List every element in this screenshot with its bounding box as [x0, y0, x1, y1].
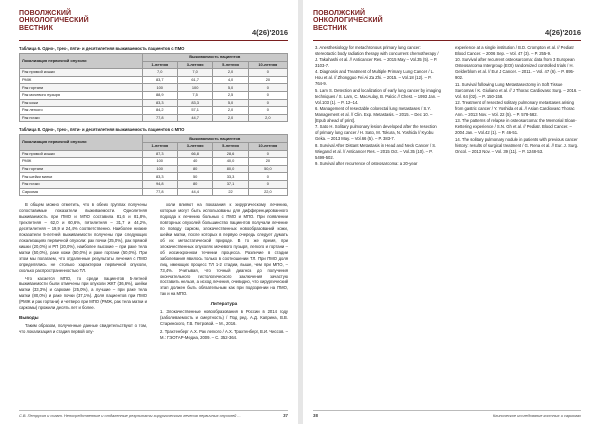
table-cell: Рак почки	[20, 114, 143, 122]
table-cell: 0	[248, 91, 287, 99]
table-cell: 2,5	[213, 91, 248, 99]
reference-item: 12. Treatment of resected solitary pulmonary metastases arising from gastric cancer / Y. Yoshida et al. // Asian Cardiovasc Thorac Ann. – 2013 Nov. – Vol. 22 (5). – P. 578-582.	[455, 100, 575, 117]
paragraph: холи влияют на показания к хирургическому лечению, которые могут быть использованы для дифференцированного подхода к лечению больных с ПМО и МПО. При появлении повторных опухолей большинство пациентов получали лечение по поводу сарком, злокачественных новообразований кожи, шейки матки, после которых в первую очередь следует думать об их метастатической природе. В то же время, при злокачественных опухолях мочевого пузыря, легкого и гортани – об иосинхронном течении процесса. Различие в стадии заболевания явилось только в соотношении ТЛ. При ПМО доля лиц, имеющих процесс ТЛ 1-2 стадии, выше, чем при МПО, – 73,4%. Учитывая, что точный диагноз до получения окончательного гистологического заключения зачастую поставить нельзя, а исход лечения, очевидно, что хирургический этап должен быть обязательным как при подозрении на ПМО, так и на МПО.	[160, 202, 288, 297]
footer-running-title: Клиническое исследование костных и саркомах	[492, 413, 581, 418]
table-cell: Рак мочевого пузыря	[20, 91, 143, 99]
reference-item: 5. Lam S. Detection and localization of early lung cancer by imaging techniques / S. Lam, C. MacAulay, B. Palcic // Chest. – 1993 Jan. – Vol.103 (1). – P. 12–14.	[315, 87, 441, 105]
table-cell: Рак шейки матки	[20, 173, 143, 181]
table-header-cell: 1-летняя	[142, 61, 177, 69]
table-header-cell: 5-летняя	[213, 61, 248, 69]
table-row	[20, 158, 288, 166]
table-cell: 61,7	[177, 76, 212, 84]
table-cell: 88,9	[142, 91, 177, 99]
table-cell: Рак кожи	[20, 99, 143, 107]
reference-item: 1. Злокачественные новообразования в России в 2014 году (заболеваемость и смертность) / Под ред. А.Д. Каприна, В.В. Старинского, Г.В. Петровой. – М., 2016.	[160, 309, 288, 327]
table-cell: 37,1	[213, 180, 248, 188]
journal-title	[19, 10, 288, 32]
table-row	[20, 84, 288, 92]
reference-item: 9. Survival after recurrence of osteosarcoma: a 20-year	[315, 161, 418, 167]
table-row	[20, 91, 288, 99]
table-cell: 7,0	[142, 69, 177, 77]
journal-line: ОНКОЛОГИЧЕСКИЙ	[313, 17, 383, 25]
table-cell: 5,0	[213, 99, 248, 107]
table-cell: 94,8	[142, 180, 177, 188]
table-header-cell: 10-летняя	[248, 61, 287, 69]
right-page	[304, 0, 600, 424]
article-body	[19, 202, 288, 343]
table-cell: 77,8	[142, 114, 177, 122]
reference-list	[313, 45, 441, 167]
table-header-cell: Локализация первичной опухоли	[20, 54, 143, 69]
section-heading: Выводы	[19, 315, 39, 321]
section-heading: Литература	[210, 301, 238, 307]
table-cell: 20	[248, 76, 287, 84]
table-row	[20, 99, 288, 107]
page-footer	[19, 410, 288, 420]
table-cell: 50,0	[248, 165, 287, 173]
body-column-right	[160, 202, 288, 343]
table-row	[20, 188, 288, 196]
table-cell: 0	[248, 69, 287, 77]
table-cell: 20	[248, 158, 287, 166]
journal-line: ВЕСТНИК	[19, 24, 53, 32]
survival-table-pmo	[19, 53, 288, 122]
reference-item: 11. Survival following Lung Metastasectomy in Soft Tissue Sarcomas / K. Giuliano et al. // J Thorac Cardiovasc Surg. – 2016. – Vol. 64 (02). – P. 150-158.	[455, 81, 581, 99]
references-column-left	[313, 45, 441, 168]
left-page	[0, 0, 296, 424]
table-cell: 83,3	[142, 99, 177, 107]
reference-item: 14. The solitary pulmonary nodule in patients with previous cancer history: results of surgical treatment / G. Rena et al. // Eur. J. Surg. Oncol. – 2013 Nov. – Vol. 39 (11). – P. 1248-53.	[455, 136, 579, 154]
references	[313, 45, 581, 168]
table-cell: 80	[177, 165, 212, 173]
table-header-cell: Выживаемость пациентов	[142, 54, 287, 62]
table-cell: Саркома	[20, 188, 143, 196]
reference-item: experience at a single institution / B.D. Crompton et al. // Pediatr Blood Cancer. – 2006 Sep. – Vol. 47 (3). – P. 255-9.	[455, 45, 574, 56]
reference-item: 3. Anesthesiology for metachronous primary lung cancer: stereotactic body radiation therapy with concurrent chemotherapy / J. Takahashi et al. // Anticancer Res. – 2015 May – Vol.35 (5). – P. 3103-7.	[315, 45, 439, 68]
reference-item: 2. Трахтенберг А.Х. Рак легкого / А.Х. Трахтенберг, В.И. Чиссов. – М.: ГЭОТАР-Медиа, 2009. – С. 352-364.	[160, 329, 288, 341]
table-cell: 84,2	[142, 107, 177, 115]
page-number: 37	[283, 413, 288, 418]
table-cell: 0	[248, 173, 287, 181]
table-cell: Рак прямой кишки	[20, 69, 143, 77]
table-cell: 66,8	[177, 150, 212, 158]
table-cell: РМЖ	[20, 158, 143, 166]
page-gutter	[298, 0, 303, 424]
table-cell: 57,1	[177, 107, 212, 115]
table-cell: 0	[248, 84, 287, 92]
table-cell: РМЖ	[20, 76, 143, 84]
table-cell: 100	[177, 84, 212, 92]
table-header-cell: Выживаемость пациентов	[142, 135, 287, 143]
table-cell: Рак гортани	[20, 84, 143, 92]
table-cell: 7,5	[177, 91, 212, 99]
journal-line: ПОВОЛЖСКИЙ	[19, 10, 72, 17]
table-header-cell: Локализация первичной опухоли	[20, 135, 143, 150]
table-cell: 100	[142, 158, 177, 166]
table-cell: Рак прямой кишки	[20, 150, 143, 158]
table-row	[20, 76, 288, 84]
table-cell: 0	[248, 150, 287, 158]
footer-running-title: С.В. Петрухин и соавт. Непосредственные и отдаленные результаты хирургического лечения первичных опухолей ...	[19, 413, 241, 418]
reference-item: 13. The patterns of relapse in osteosarcoma: the Memorial Sloan-Kettering experience / S.N. Gh et al. // Pediatr. Blood Cancer. – 2004 Jan. – Vol.42 (1). – P. 46-51.	[455, 118, 577, 136]
table-cell: 2,0	[213, 107, 248, 115]
table-row	[20, 107, 288, 115]
issue-number: 4(26)'2016	[252, 28, 288, 37]
paragraph: Что касается МПО, то среди пациентов 5-летней выживаемости были отмечены при опухоли ЖКТ (36,6%), шейки матки (33,3%) и саркоме (25,0%), а лучшие – при раке тела матки (80,0%) и раке почки (37,1%). Доля пациентов при ПМО (РМЖ и рак гортани) и четверо при МПО (РМЖ, рак тела матки и саркомы) прожили десять лет и более.	[19, 275, 147, 311]
journal-line: ПОВОЛЖСКИЙ	[313, 10, 366, 17]
journal-header	[19, 10, 288, 41]
table-cell: 2,0	[213, 69, 248, 77]
journal-header	[313, 10, 581, 41]
table-row	[20, 69, 288, 77]
table-row	[20, 165, 288, 173]
journal-title	[313, 10, 581, 32]
table-cell: 80,0	[213, 165, 248, 173]
table-header-cell: 10-летняя	[248, 142, 287, 150]
table-cell: 40,0	[213, 158, 248, 166]
table-cell: 100	[142, 165, 177, 173]
table-row	[20, 114, 288, 122]
table-cell: 2,0	[213, 114, 248, 122]
table-cell: 22	[213, 188, 248, 196]
page-footer	[313, 410, 581, 420]
table-cell: 2,0	[248, 114, 287, 122]
table-cell: 50	[177, 173, 212, 181]
survival-table-mpo	[19, 134, 288, 196]
references-column-right	[453, 45, 581, 168]
journal-line: ВЕСТНИК	[313, 24, 347, 32]
table-cell: 33,3	[213, 173, 248, 181]
table-cell: 83,3	[177, 99, 212, 107]
page-number: 38	[313, 413, 318, 418]
table-cell: 4,0	[213, 76, 248, 84]
table-cell: 44,7	[177, 114, 212, 122]
table-row	[20, 173, 288, 181]
reference-item: 7. Sato H. Solitary pulmonary lesion developed after the resection of primary lung cancer / H. Sato, M. Tokura, N. Yoshida // Kyobu Geka. – 2013 May. – Vol.66 (5). – P. 383-7.	[315, 124, 437, 142]
table-cell: Рак легкого	[20, 107, 143, 115]
issue-number: 4(26)'2016	[545, 28, 581, 37]
table-cell: Рак гортани	[20, 165, 143, 173]
table-cell: Рак почки	[20, 180, 143, 188]
paragraph: Таким образом, полученные данные свидетельствуют о том, что локализация и стадия первой опу-	[19, 323, 147, 335]
table-header-cell: 3-летняя	[177, 142, 212, 150]
table-cell: 100	[142, 84, 177, 92]
table-row	[20, 180, 288, 188]
reference-item: 4. Diagnosis and Treatment of Multiple Primary Lung Cancer / L. Hou et al. // Zhongguo Fei Ai Za Zhi. – 2015. – Vol.18 (12). – P. 764-9.	[315, 69, 435, 87]
table-caption: Таблица 6. Одно-, трех-, пяти- и десятилетняя выживаемость пациентов с ПМО	[19, 46, 185, 51]
table-cell: 77,8	[142, 188, 177, 196]
table-cell: 40	[177, 158, 212, 166]
reference-item: 6. Management of resectable colorectal lung metastases / S.Y. Management et al. // Clin. Exp. Metastasis. – 2015. – Dec 10. – [Epub ahead of print].	[315, 106, 433, 123]
table-cell: 0	[248, 107, 287, 115]
table-header-cell: 1-летняя	[142, 142, 177, 150]
reference-item: 8. Survival After Distant Metastasis in Head and Neck Cancer / S. Wiegand et al. // Anticancer Res. – 2015 Oct. – Vol.35 (10). – P. 5499-502.	[315, 142, 437, 160]
table-cell: 83,7	[142, 76, 177, 84]
table-cell: 7,0	[177, 69, 212, 77]
table-header-cell: 3-летняя	[177, 61, 212, 69]
journal-line: ОНКОЛОГИЧЕСКИЙ	[19, 17, 89, 25]
table-cell: 28,6	[213, 150, 248, 158]
table-cell: 87,3	[142, 150, 177, 158]
table-row	[20, 150, 288, 158]
table-header-cell: 5-летняя	[213, 142, 248, 150]
table-cell: 5,0	[213, 84, 248, 92]
table-cell: 0	[248, 99, 287, 107]
table-cell: 44,4	[177, 188, 212, 196]
reference-item: 10. Survival after recurrent osteosarcoma: data from 3 European Osteosarcoma Intergroup (EOI) randomized controlled trials / H. Gelderblom et al. // Eur J Cancer. – 2011. – Vol. 47 (6). – P. 895-902.	[455, 57, 575, 81]
table-cell: 80	[177, 180, 212, 188]
body-column-left	[19, 202, 147, 343]
reference-list	[453, 45, 581, 155]
paragraph: В общем можно отметить, что в обеих группах получены сопоставимые показатели выживаемости. Однолетняя выживаемость при ПМО и МПО составила 81,6 и 81,8%, трехлетняя – 62,0 и 60,6%, пятилетняя – 31,7 и 44,2%, десятилетняя – 19,9 и 24,4% соответственно. Наиболее низкие показатели 5-летней выживаемости получены при следующих локализациях первичной опухоли: рак почки (25,0%), рак прямой кишки (20,0%) и РП (20,0%), наиболее высокие – при раке тела матки (50,0%), раке кожи (50,0%) и раке гортани (50,0%). При этом мы полагаем, что отдаленные результаты лечения с ПМО определялись не столько характером первичной опухоли, сколько распространенностью ТЛ.	[19, 202, 147, 273]
table-cell: 83,3	[142, 173, 177, 181]
table-cell: 0	[248, 180, 287, 188]
table-cell: 22,0	[248, 188, 287, 196]
table-caption: Таблица 8. Одно-, трех-, пяти- и десятилетняя выживаемость пациентов с МПО	[19, 127, 185, 133]
